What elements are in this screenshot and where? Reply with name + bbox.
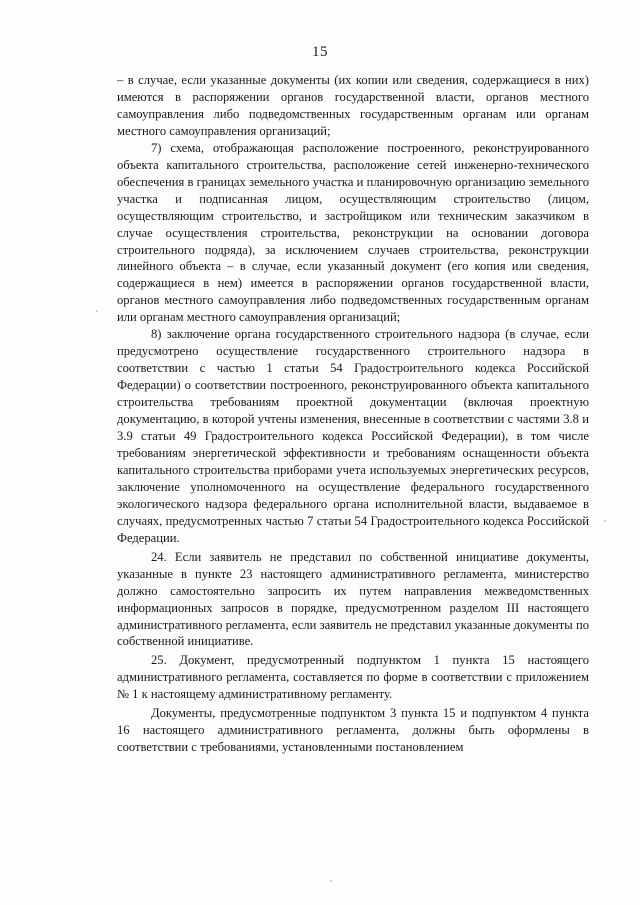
paragraph-list-continuation: – в случае, если указанные документы (их копии или сведения, содержащиеся в них) имеются в распоряжении органов государственной власти, органов местного самоуправления либо подведомственных государственным органам или органам местного самоуправления организаций; [117, 73, 589, 138]
scan-artifact [330, 880, 332, 882]
paragraph-item-8: 8) заключение органа государственного строительного надзора (в случае, если предусмотрено осуществление государственного строительного надзора в соответствии с частью 1 статьи 54 Градостроительного кодекса Российской Федерации) о соответствии построенного, реконструированного объекта капитального строительства требованиям проектной документации (включая проектную документацию, в которой учтены изменения, внесенные в соответствии с частями 3.8 и 3.9 статьи 49 Градостроительного кодекса Российской Федерации), в том числе требованиям энергетической эффективности и требованиям оснащенности объекта капитального строительства приборами учета используемых энергетических ресурсов, заключение уполномоченного на осуществление федерального государственного экологического надзора федерального органа исполнительной власти, выдаваемое в случаях, предусмотренных частью 7 статьи 54 Градостроительного кодекса Российской Федерации. [117, 327, 589, 545]
paragraph-clause-25: 25. Документ, предусмотренный подпунктом 1 пункта 15 настоящего административного регламента, составляется по форме в соответствии с приложением № 1 к настоящему административному регламенту. [117, 653, 589, 702]
paragraph-clause-24: 24. Если заявитель не представил по собственной инициативе документы, указанные в пункте 23 настоящего административного регламента, министерство должно самостоятельно запросить их путем направления межведомственных информационных запросов в порядке, предусмотренном разделом III настоящего административного регламента, если заявитель не представил указанные документы по собственной инициативе. [117, 549, 589, 649]
page-number: 15 [312, 44, 328, 60]
scan-artifact [604, 520, 606, 522]
paragraph-item-7: 7) схема, отображающая расположение построенного, реконструированного объекта капитального строительства, расположение сетей инженерно-технического обеспечения в границах земельного участка и планировочную организацию земельного участка и подписанная лицом, осуществляющим строительство (лицом, осуществляющим строительство, и застройщиком или техническим заказчиком в случае осуществления строительства, реконструкции на основании договора строительного подряда), за исключением случаев строительства, реконструкции линейного объекта – в случае, если указанный документ (его копия или сведения, содержащиеся в нем) имеется в распоряжении органов государственной власти, органов местного самоуправления либо подведомственных государственным органам или органам местного самоуправления организаций; [117, 140, 589, 325]
paragraph-documents-format: Документы, предусмотренные подпунктом 3 пункта 15 и подпунктом 4 пункта 16 настоящего административного регламента, должны быть оформлены в соответствии с требованиями, установленными постановлением [117, 706, 589, 755]
document-body [117, 72, 589, 756]
scan-artifact [96, 310, 98, 312]
